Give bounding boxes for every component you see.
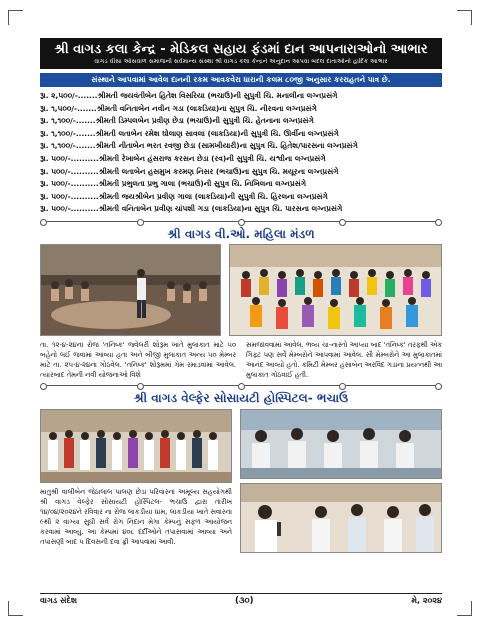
donor-row: રૂા. ૫૦૦/-..........શ્રીમતી વનિતાબેન પ્રવીણ ચાંપશી ગડા (લાકડિયા)ના સુપુત્ર ચિ. પારસના લગ્નપ્રસંગે bbox=[40, 204, 343, 214]
hospital-article: માતુશ્રી વાલીબેન જેઠાલાલ પાલણ છેડા પરિવારના અમૂલ્ય સહયોગથી શ્રી વાગડ વેલ્ફેર સોસાયટી હોસ્પિટલ- ભચાઉ દ્વારા તારીખ ૧૪/૦૪/૨૦૨૪ને રવિવાર ના રોજ લાકડીયા ધામ, લાકડીયા ખાતે સવારના ૯થી ૨ વાગ્યા સુધી સર્વ રોગ નિદાન મેગા કેમ્પનું સફળ આયોજન કરવામાં આવ્યું. આ કેમ્પમાં ૪૦૮ દર્દીઓને તપાસવામાં આવ્યા અને તપાસણી બાદ ૫ દિવસની દવા ફ્રી આપવામાં આવી. bbox=[40, 487, 232, 546]
hospital-section bbox=[40, 409, 442, 553]
page-footer bbox=[40, 593, 442, 608]
issue-date: મે, ૨૦૨૪ bbox=[411, 595, 442, 605]
article-column-1: તા. ૧૨-૪-૨૪ના રોજ 'તનિષ્ક' જ્વેલરી શોરૂમ ખાતે મુલાકાત માટે ૫૦ બહેનો લઈ જવામાં આવ્યા હતા અને બીજી મુલાકાત અન્ય ૫૦ મેમ્બર માટે તા. ૨૫-૪-૨૪ના ગોઠવેલ. 'તનિષ્ક' શોરૂમમાં ગેમ રમાડવામાં આવેલ. ત્યારબાદ તેમની નવી યોજનાઓ વિશે bbox=[40, 340, 236, 379]
photo-medical-camp-team bbox=[40, 409, 232, 483]
donor-row: રૂા. ૧,૧૦૦/-.......શ્રીમતી લતાબેન રમેશ ઘોલાણ સાવલા (લાકડિયા)ની સુપુત્રી ચિ. ઊર્વીના લગ્નપ્રસંગે bbox=[40, 128, 339, 138]
page-number: (૩૦) bbox=[234, 595, 254, 606]
header-title: શ્રી વાગડ કલા કેન્દ્ર - મેડિકલ સહાય ફંડમાં દાન આપનારાઓનો આભાર bbox=[54, 42, 428, 57]
mahila-photo-row bbox=[40, 244, 442, 336]
divider bbox=[40, 382, 442, 390]
page-content bbox=[40, 38, 442, 553]
divider bbox=[40, 218, 442, 226]
magazine-name: વાગડ સંદેશ bbox=[40, 595, 78, 605]
donor-list bbox=[40, 90, 442, 216]
tax-notice: સંસ્થાને આપવામાં આવેલ દાનની રકમ આવકવેરા ધારાની કલમ ૮૦જી અનુસાર કરરાહતને પાત્ર છે. bbox=[40, 73, 442, 87]
crop-mark-bottom-right bbox=[457, 601, 472, 616]
article-column-2: સમજાવવામાં આવેલ. ભવ્ય ચા-નાસ્તો આપ્યા બાદ 'તનિષ્ક' તરફથી એક ગિફ્ટ પણ સર્વે મેમ્બરોને આપવામાં આવેલ. સૌ મેમ્બરોને આ મુલાકાતમાં આનંદ આવ્યો હતો. કમિટી મેમ્બર હંસાબેન અરવિંદ ગડાના પ્રયત્નથી આ મુલાકાત ગોઠવાઈ હતી. bbox=[246, 340, 442, 379]
donor-row: રૂા. ૧,૫૦૦/-.......શ્રીમતી વનિતાબેન નવીન ગડા (લાકડિયા)ના સુપુત્ર ચિ. નીરવના લગ્નપ્રસંગે bbox=[40, 103, 317, 113]
mahila-article bbox=[40, 340, 442, 380]
donor-row: રૂા. ૫૦૦/-..........શ્રીમતી જયશ્રીબેન પ્રવીણ ગાલા (લાકડિયા)ની સુપુત્રી ચિ. હિરલના લગ્નપ્રસંગે bbox=[40, 191, 328, 201]
donor-row: રૂા. ૫૦૦/-..........શ્રીમતી લતાબેન હસમુખ કરમણ નિસર (ભચાઉ)ના સુપુત્ર ચિ. મયૂરના લગ્નપ્રસંગે bbox=[40, 166, 339, 176]
donor-row: રૂા. ૧,૧૦૦/-.......શ્રીમતી ડિમ્પલબેન પ્રવીણ છેડા (ભચાઉ)ની સુપુત્રી ચિ. હેતનાના લગ્નપ્રસંગે bbox=[40, 116, 314, 126]
section-title-mahila-mandal: શ્રી વાગડ વી.ઓ. મહિલા મંડળ bbox=[167, 226, 315, 241]
donor-row: રૂા. ૫૦૦/-..........શ્રીમતી પ્રભુલતા પ્રભુ ગાલા (ભચાઉ)ની સુપુત્ર ચિ. નિખિલના લગ્નપ્રસંગે bbox=[40, 179, 306, 189]
crop-mark-top-right bbox=[457, 10, 472, 25]
photo-mahila-group bbox=[229, 244, 442, 336]
donor-row: રૂા. ૫૦૦/-..........શ્રીમતી રેખાબેન હંસરાજ કરસન છેડા (રવ)ની સુપુત્રી ચિ. યશ્વીના લગ્નપ્રસંગે bbox=[40, 153, 326, 163]
header-subtitle: વાગડ વીસા ઓસવાળ સમાજની સર્વમાન્ય સંસ્થા શ્રી વાગડ કલા કેન્દ્રને અનુદાન આપવા બદલ દાતાઓનો હાર્દિક આભાર bbox=[94, 58, 388, 65]
crop-mark-top-left bbox=[8, 10, 23, 25]
crop-mark-bottom-left bbox=[8, 601, 23, 616]
photo-dignitaries-seated bbox=[240, 409, 442, 479]
photo-speaker-at-mic bbox=[240, 483, 442, 553]
photo-showroom-presenter bbox=[40, 244, 221, 336]
section-title-welfare-hospital: શ્રી વાગડ વેલ્ફેર સોસાયટી હોસ્પિટલ- ભચાઉ bbox=[133, 390, 349, 405]
donor-row: રૂા. ૧,૧૦૦/-.......શ્રીમતી નીતાબેન ભરત રવજી છેડા (સામખીયારી)ના સુપુત્ર ચિ. હિતેશ/પારસના લગ્નપ્રસંગે bbox=[40, 141, 358, 151]
thanks-header bbox=[40, 38, 442, 69]
donor-row: રૂા. ૨,૫૦૦/-.......શ્રીમતી જયવંતીબેન હિતેશ વિસરિયા (ભચાઉ)ની સુપુત્રી ચિ. મનાલીના લગ્નપ્રસંગે bbox=[40, 91, 338, 100]
